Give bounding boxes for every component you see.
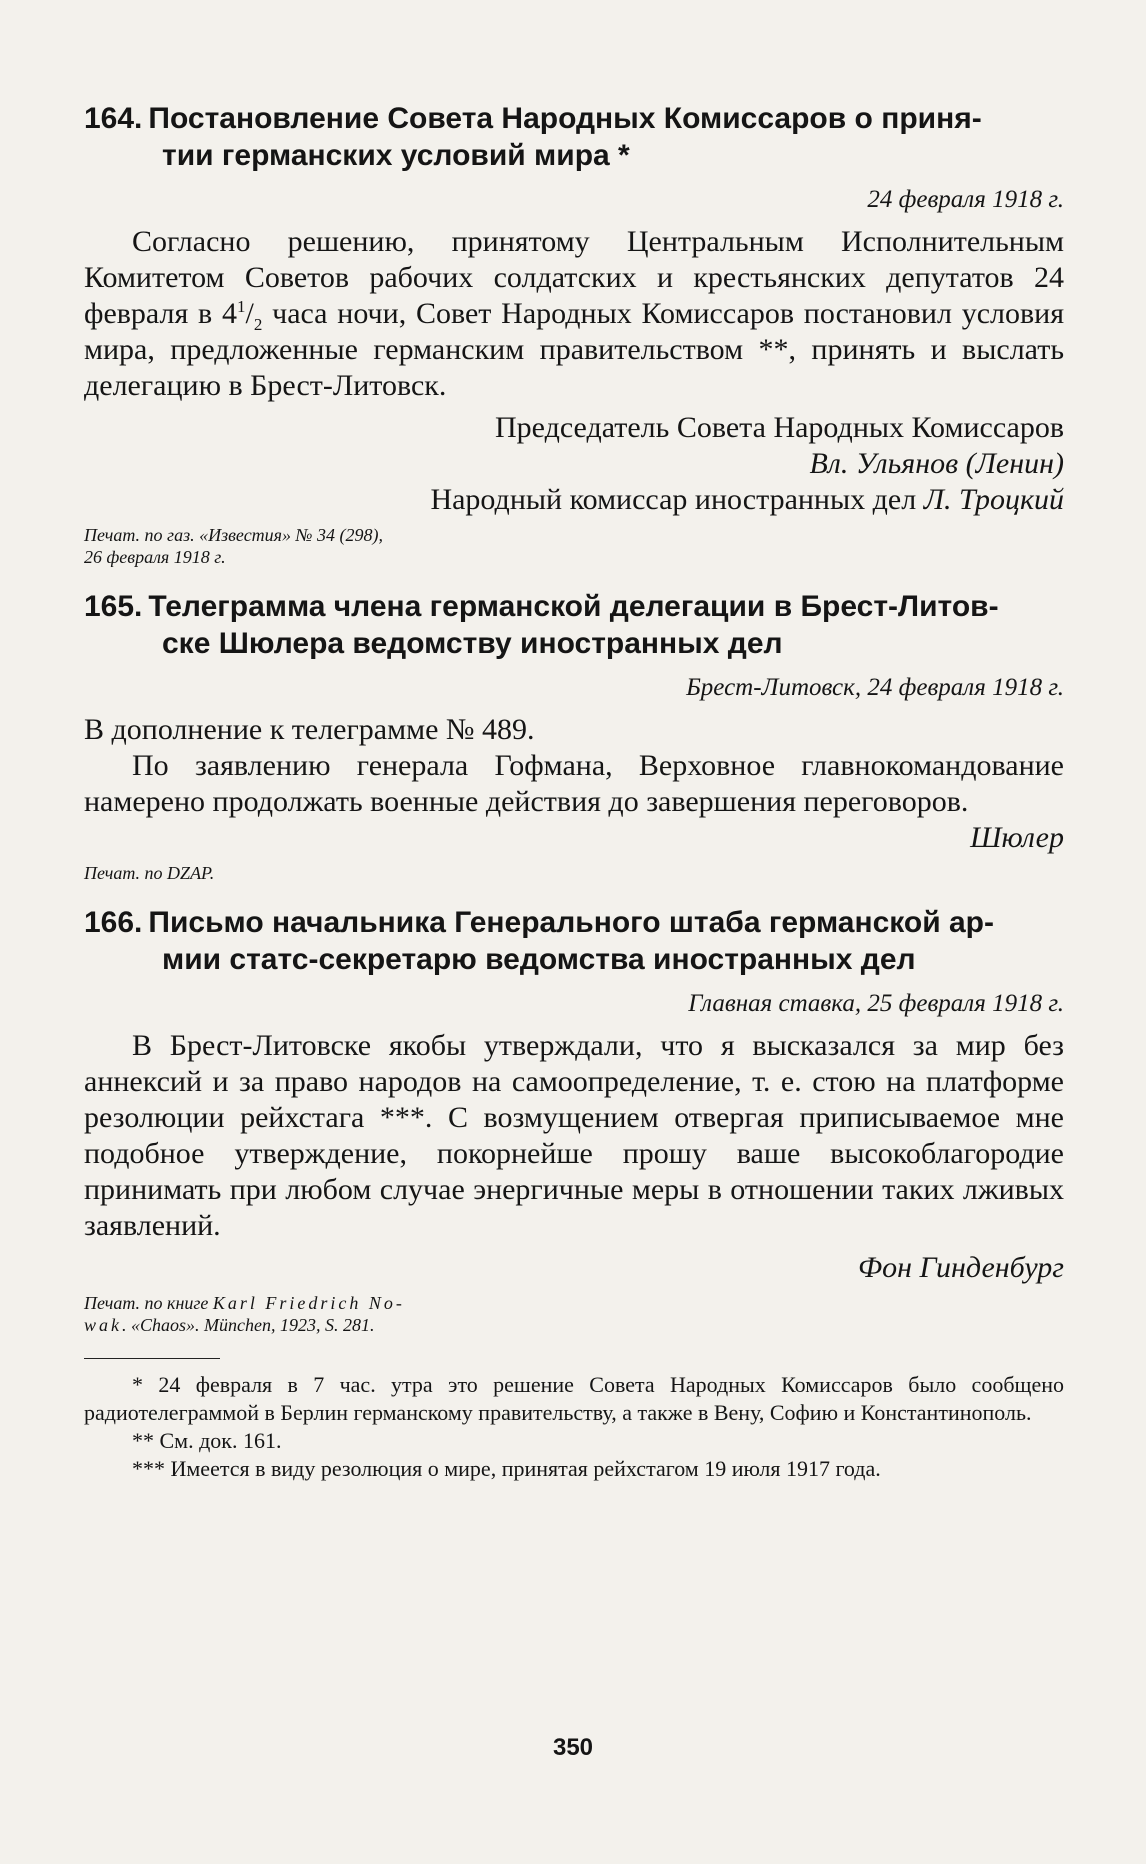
doc-165-title-line1: Телеграмма члена германской делегации в Брест-Литов- [148, 590, 999, 623]
footnote-divider [84, 1358, 220, 1359]
doc-166-source [84, 1292, 604, 1336]
doc-164-number: 164. [84, 102, 143, 135]
doc-166-paragraph: В Брест-Литовске якобы утверждали, что я высказался за мир без аннексий и за право народов на самоопределение, т. е. стою на платформе резолюции рейхстага ***. С возмущением отвергая приписываемое мне подобное утверждение, покорнейше прошу ваше высокоблагородие принимать при любом случае энергичные меры в отношении таких лживых заявлений. [84, 1029, 1064, 1242]
footnotes [84, 1371, 1064, 1483]
footnote-2: ** См. док. 161. [132, 1428, 282, 1453]
doc-164-signature1-title: Председатель Совета Народных Комиссаров [495, 411, 1064, 444]
doc-164-signature2-title: Народный комиссар иностранных дел [430, 483, 924, 516]
doc-164-title-line2: тии германских условий мира * [162, 139, 630, 172]
page-number: 350 [552, 1734, 594, 1761]
doc-164-signature1-name [84, 446, 1064, 482]
doc-165-signature [84, 820, 1064, 856]
doc-166-source-author2: wak [84, 1315, 122, 1335]
doc-164-paragraph-part2: часа ночи, Совет Народных Комиссаров постановил условия мира, предложенные германским правительством **, принять и выслать делегацию в Брест-Литовск. [84, 297, 1064, 402]
footnote-3: *** Имеется в виду резолюция о мире, принятая рейхстагом 19 июля 1917 года. [132, 1456, 881, 1481]
doc-164-signature2 [84, 482, 1064, 518]
doc-166-source-rest: . «Chaos». München, 1923, S. 281. [122, 1315, 375, 1335]
doc-165-source: Печат. по DZAP. [84, 863, 215, 883]
doc-165-title-line2: ске Шюлера ведомству иностранных дел [162, 627, 783, 660]
footnote-1: * 24 февраля в 7 час. утра это решение Совета Народных Комиссаров было сообщено радиотелеграммой в Берлин германскому правительству, а также в Вену, Софию и Константинополь. [84, 1372, 1064, 1425]
doc-166-title-line2: мии статс-секретарю ведомства иностранных дел [162, 943, 916, 976]
doc-165-signature-name: Шюлер [970, 821, 1064, 854]
doc-164-source [84, 524, 604, 568]
doc-165-paragraph2: По заявлению генерала Гофмана, Верховное главнокомандование намерено продолжать военные действия до завершения переговоров. [84, 749, 1064, 818]
doc-164-title [84, 100, 1064, 174]
doc-165-number: 165. [84, 590, 143, 623]
document-164 [84, 100, 1064, 568]
doc-164-signature1-name-text: Вл. Ульянов (Ленин) [809, 447, 1064, 480]
doc-165-paragraph1: В дополнение к телеграмме № 489. [84, 713, 535, 746]
document-166 [84, 904, 1064, 1336]
document-165 [84, 588, 1064, 884]
doc-166-title [84, 904, 1064, 978]
doc-164-paragraph: Согласно решению, принятому Центральным Исполнительным Комитетом Советов рабочих солдатских и крестьянских депутатов 24 февраля в $4^1/_2$ часа ночи, Совет Народных Комиссаров постановил условия мира, предложенные германским правительством **, принять и выслать делегацию в Брест-Литовск. [84, 225, 1064, 402]
doc-166-date: Главная ставка, 25 февраля 1918 г. [688, 990, 1064, 1017]
doc-164-source-line1: Печат. по газ. «Известия» № 34 (298), [84, 525, 384, 545]
doc-166-source-prefix: Печат. по книге [84, 1293, 213, 1313]
doc-166-signature [84, 1250, 1064, 1286]
fraction-numerator: 1 [236, 297, 246, 316]
doc-164-source-line2: 26 февраля 1918 г. [84, 547, 226, 567]
doc-166-signature-name: Фон Гинденбург [858, 1251, 1064, 1284]
fraction-denominator: 2 [253, 315, 263, 334]
doc-166-source-author1: Karl Friedrich No- [212, 1293, 405, 1313]
doc-164-date: 24 февраля 1918 г. [867, 186, 1064, 213]
doc-164-signature2-name: Л. Троцкий [923, 483, 1064, 516]
doc-164-paragraph-part1: Согласно решению, принятому Центральным Исполнительным Комитетом Советов рабочих солдатских и крестьянских депутатов 24 февраля в 4 [84, 225, 1064, 330]
page-body [84, 100, 1064, 1483]
doc-166-number: 166. [84, 906, 143, 939]
doc-165-title [84, 588, 1064, 662]
doc-165-date: Брест-Литовск, 24 февраля 1918 г. [686, 674, 1064, 701]
doc-164-title-line1: Постановление Совета Народных Комиссаров о приня- [148, 102, 982, 135]
doc-166-title-line1: Письмо начальника Генерального штаба германской ар- [148, 906, 994, 939]
